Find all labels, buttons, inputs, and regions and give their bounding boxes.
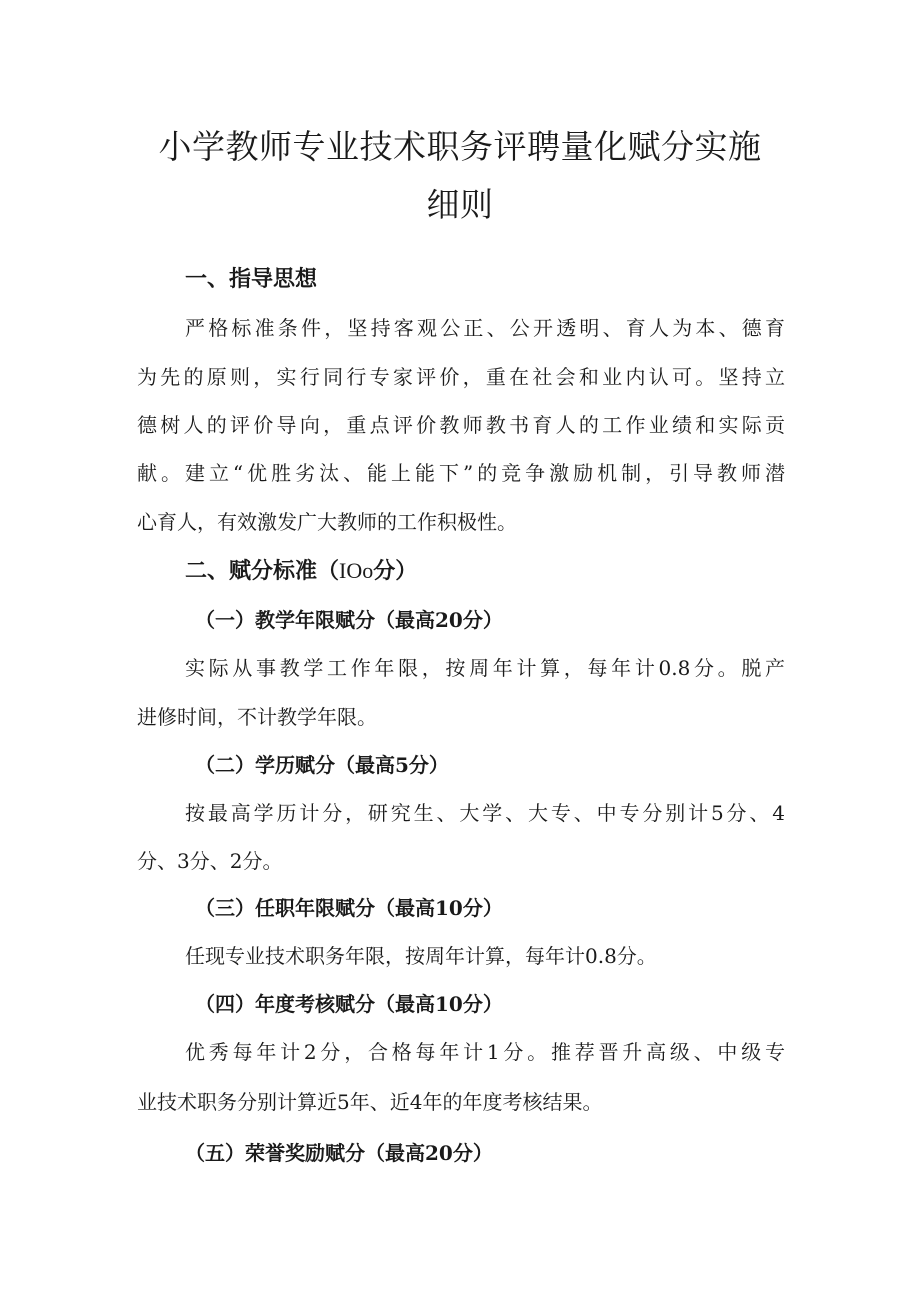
- section-heading-suffix: 分）: [373, 559, 418, 584]
- paragraph-line: 业技术职务分别计算近5年、近4年的年度考核结果。: [137, 1090, 603, 1114]
- paragraph-line: 分、3分、2分。: [137, 849, 283, 873]
- paragraph-line: 按最高学历计分，研究生、大学、大专、中专分别计5分、4: [185, 801, 785, 825]
- paragraph-line: 优秀每年计2分，合格每年计1分。推荐晋升高级、中级专: [185, 1040, 785, 1064]
- paragraph-line: 进修时间，不计教学年限。: [137, 705, 377, 729]
- paragraph-line: 任现专业技术职务年限，按周年计算，每年计0.8分。: [185, 944, 657, 968]
- subheading-education: （二）学历赋分（最高5分）: [195, 753, 449, 777]
- document-title-line-1: 小学教师专业技术职务评聘量化赋分实施: [158, 127, 762, 166]
- paragraph-line: 献。建立“优胜劣汰、能上能下”的竞争激励机制，引导教师潜: [137, 461, 785, 485]
- subheading-tenure-years: （三）任职年限赋分（最高10分）: [195, 896, 503, 920]
- paragraph-line: 严格标准条件，坚持客观公正、公开透明、育人为本、德育: [185, 316, 785, 340]
- paragraph-line: 德树人的评价导向，重点评价教师教书育人的工作业绩和实际贡: [137, 413, 785, 437]
- section-heading-score: IOo: [339, 558, 374, 583]
- paragraph-line: 实际从事教学工作年限，按周年计算，每年计0.8分。脱产: [185, 656, 785, 680]
- subheading-teaching-years: （一）教学年限赋分（最高20分）: [195, 608, 503, 632]
- subheading-annual-assessment: （四）年度考核赋分（最高10分）: [195, 992, 503, 1016]
- paragraph-line: 为先的原则，实行同行专家评价，重在社会和业内认可。坚持立: [137, 365, 785, 389]
- paragraph-line: 心育人，有效激发广大教师的工作积极性。: [137, 510, 517, 534]
- subheading-honors-awards: （五）荣誉奖励赋分（最高20分）: [185, 1141, 493, 1165]
- section-heading-scoring-criteria: [185, 556, 417, 587]
- section-heading-guiding-ideology: 一、指导思想: [185, 267, 318, 292]
- document-title-line-2: 细则: [426, 185, 494, 224]
- section-heading-prefix: 二、赋分标准（: [185, 559, 340, 584]
